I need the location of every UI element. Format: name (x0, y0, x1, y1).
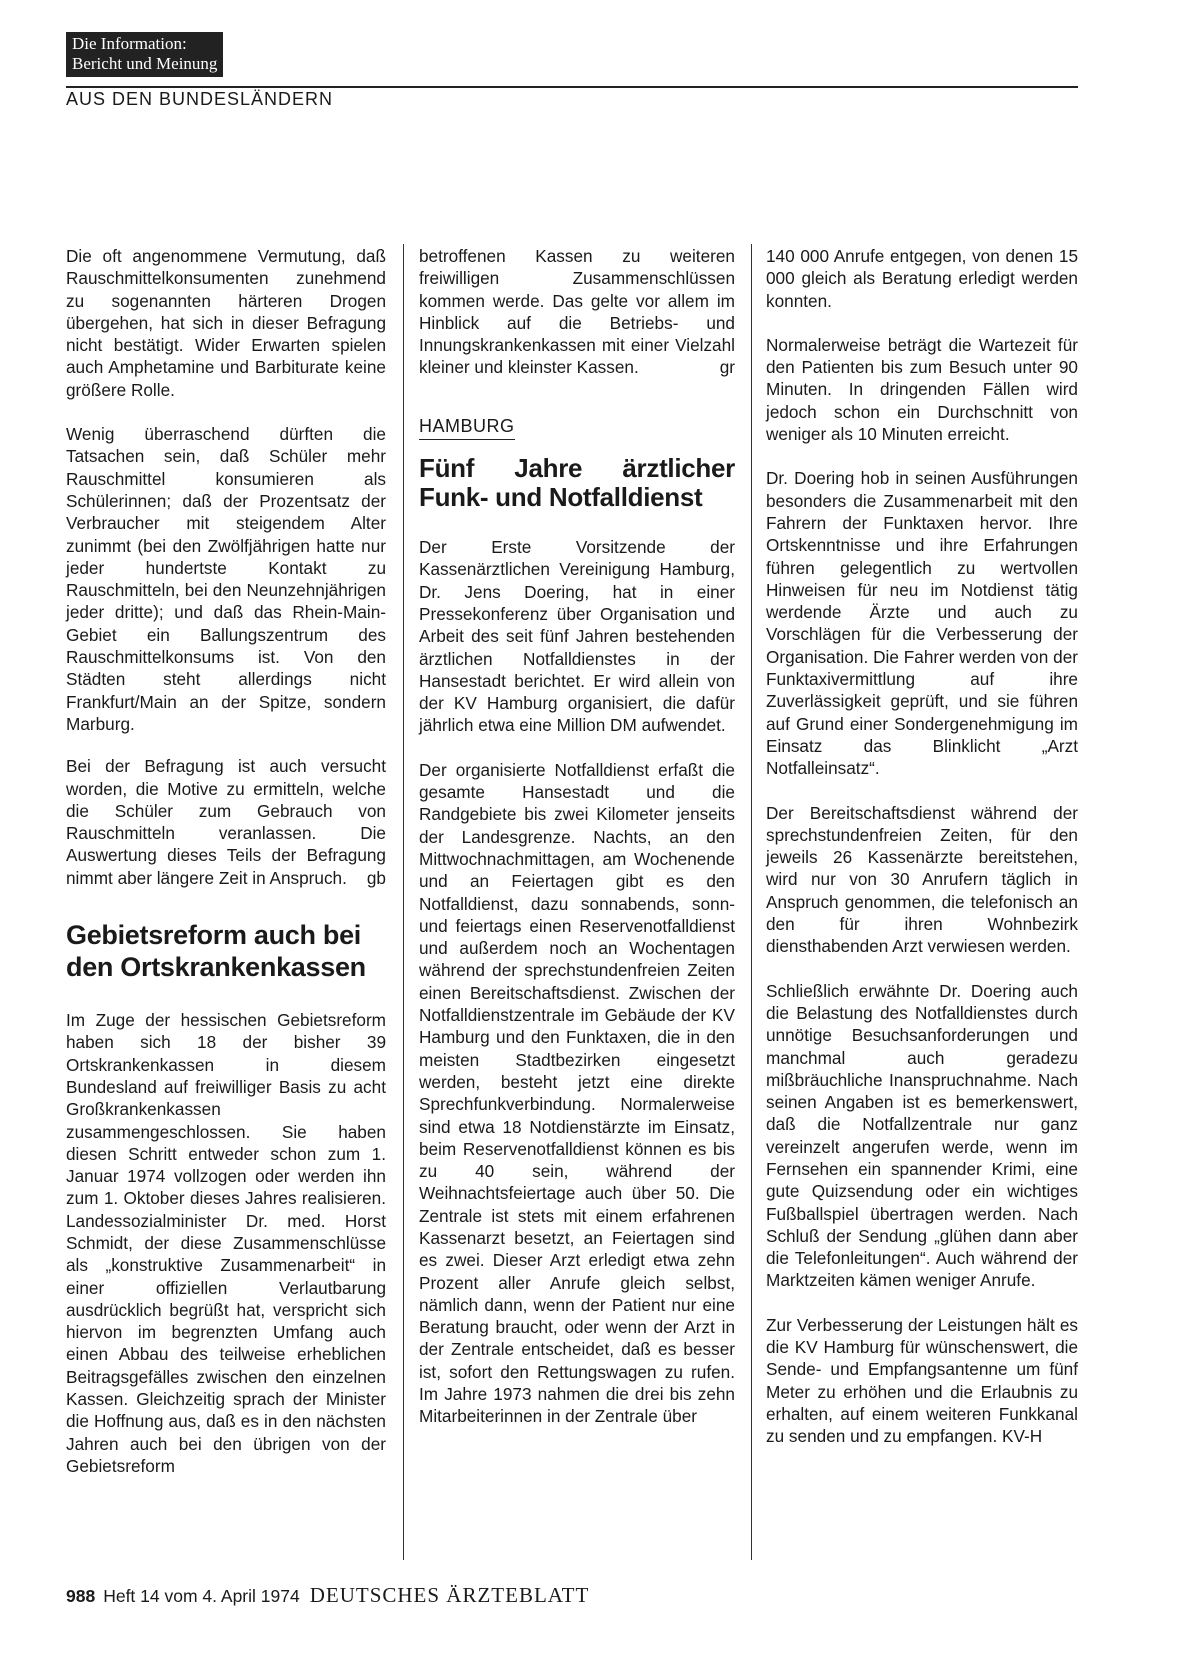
paragraph: Die oft angenommene Vermutung, daß Rauschmittelkonsumenten zunehmend zu sogenannten härteren Drogen übergehen, hat sich in dieser Befragung nicht bestätigt. Wider Erwarten spielen auch Amphetamine und Barbiturate keine größere Rolle. (66, 246, 386, 400)
section-title: AUS DEN BUNDESLÄNDERN (66, 89, 334, 109)
region-label: HAMBURG (419, 415, 515, 440)
issue-info: Heft 14 vom 4. April 1974 (103, 1586, 300, 1606)
paragraph: Dr. Doering hob in seinen Ausführungen besonders die Zusammenarbeit mit den Fahrern der Funktaxen hervor. Ihre Ortskenntnisse und ihre Erfahrungen führen gelegentlich zu wertvollen Hinweisen für neu im Notdienst tätig werdende Ärzte und auch zu Vorschlägen für die Verbesserung der Organisation. Die Fahrer werden von der Funktaxivermittlung auf ihre Zuverlässigkeit geprüft, und sie führen auf Grund einer Sondergenehmigung im Einsatz das Blinklicht „Arzt Notfalleinsatz“. (766, 468, 1078, 779)
paragraph-text: betroffenen Kassen zu weiteren freiwilligen Zusammenschlüssen kommen werde. Das gelte vor allem im Hinblick auf die Betriebs- und Innungskrankenkassen mit einer Vielzahl kleiner und kleinster Kassen. (419, 246, 735, 378)
paragraph: Der Erste Vorsitzende der Kassenärztlichen Vereinigung Hamburg, Dr. Jens Doering, hat in einer Pressekonferenz über Organisation und Arbeit des seit fünf Jahren bestehenden ärztlichen Notfalldienstes in der Hansestadt berichtet. Er wird allein von der KV Hamburg organisiert, die dafür jährlich etwa eine Million DM aufwendet. (419, 537, 735, 736)
kicker-line-1: Die Information: (72, 34, 187, 53)
kicker-line-2: Bericht und Meinung (72, 54, 218, 73)
author-initials: KV-H (1002, 1426, 1043, 1447)
column-1 (66, 245, 386, 1499)
page-number: 988 (66, 1586, 96, 1606)
column-3 (766, 245, 1078, 1470)
paragraph (766, 1314, 1078, 1448)
author-initials: gb (366, 867, 386, 888)
paragraph: 140 000 Anrufe entgegen, von denen 15 000 gleich als Beratung erledigt werden konnten. (766, 246, 1078, 311)
column-divider (403, 244, 404, 1560)
paragraph (419, 245, 735, 379)
header-rule (66, 86, 1078, 88)
paragraph: Normalerweise beträgt die Wartezeit für den Patienten bis zum Besuch unter 90 Minuten. In dringenden Fällen wird jedoch schon ein Durchschnitt von weniger als 10 Minuten erreicht. (766, 334, 1078, 445)
paragraph (66, 755, 386, 889)
paragraph: Schließlich erwähnte Dr. Doering auch die Belastung des Notfalldienstes durch unnötige Besuchsanforderungen und manchmal auch geradezu mißbräuchliche Inanspruchnahme. Nach seinen Angaben ist es bemerkenswert, daß die Notfallzentrale nur ganz vereinzelt angerufen werde, wenn im Fernsehen ein spannender Krimi, eine gute Quizsendung oder ein wichtiges Fußballspiel übertragen werden. Nach Schluß der Sendung „glühen dann aber die Telefonleitungen“. Auch während der Marktzeiten kämen weniger Anrufe. (766, 980, 1078, 1291)
page-footer (66, 1583, 589, 1608)
paragraph-text: Zur Verbesserung der Leistungen hält es die KV Hamburg für wünschenswert, die Sende- und Empfangsantenne um fünf Meter zu erhöhen und die Erlaubnis zu erhalten, auf einem weiteren Funkkanal zu senden und zu empfangen. (766, 1314, 1078, 1447)
paragraph: Der Bereitschaftsdienst während der sprechstundenfreien Zeiten, für den jeweils 26 Kassenärzte bereitstehen, wird nur von 30 Anrufern täglich in Anspruch genommen, die telefonisch an den für ihren Wohnbezirk diensthabenden Arzt verwiesen werden. (766, 802, 1078, 957)
article-heading: Fünf Jahre ärztlicher Funk- und Notfalldienst (419, 453, 735, 513)
author-initials: gr (719, 357, 735, 378)
paragraph-text: Wenig überraschend dürften die Tatsachen sein, daß Schüler mehr Rauschmittel konsumieren als Schülerinnen; daß der Prozentsatz der Verbraucher mit steigendem Alter zunimmt (bei den Zwölfjährigen hatte nur jeder hundertste Kontakt zu Rauschmitteln, bei den Neunzehnjährigen jeder dritte); und daß das Rhein-Main-Gebiet ein Ballungszentrum des Rauschmittelkonsums ist. Von den Städten steht allerdings nicht Frankfurt/Main an der Spitze, sondern Marburg. (66, 424, 386, 734)
article-heading: Gebietsreform auch bei den Ortskrankenkassen (66, 920, 366, 983)
kicker-box (66, 32, 223, 77)
column-divider (751, 244, 752, 1560)
paragraph-text: Bei der Befragung ist auch versucht worden, die Motive zu ermitteln, welche die Schüler zum Gebrauch von Rauschmitteln veranlassen. Die Auswertung dieses Teils der Befragung nimmt aber längere Zeit in Anspruch. (66, 756, 386, 888)
paragraph: Der organisierte Notfalldienst erfaßt die gesamte Hansestadt und die Randgebiete bis zwei Kilometer jenseits der Landesgrenze. Nachts, an den Mittwochnachmittagen, am Wochenende und an Feiertagen gibt es den Notfalldienst, dazu sonnabends, sonn- und feiertags einen Reservenotfalldienst und außerdem noch an Wochentagen während der sprechstundenfreien Zeiten einen Bereitschaftsdienst. Zwischen der Notfalldienstzentrale im Gebäude der KV Hamburg und den Funktaxen, die in den meisten Stadtbezirken eingesetzt werden, besteht jetzt eine direkte Sprechfunkverbindung. Normalerweise sind etwa 18 Notdienstärzte im Einsatz, beim Reservenotfalldienst können es bis zu 40 sein, während der Weihnachtsfeiertage auch über 50. Die Zentrale ist stets mit einem erfahrenen Kassenarzt besetzt, an Feiertagen sind es zwei. Dieser Arzt erledigt etwa zehn Prozent aller Anrufe gleich selbst, nämlich dann, wenn der Patient nur eine Beratung braucht, oder wenn der Arzt in der Zentrale entscheidet, daß es besser ist, sofort den Rettungswagen zu rufen. Im Jahre 1973 nahmen die drei bis zehn Mitarbeiterinnen in der Zentrale über (419, 759, 735, 1427)
column-2 (419, 245, 735, 1450)
paragraph (66, 423, 386, 735)
paragraph: Im Zuge der hessischen Gebietsreform haben sich 18 der bisher 39 Ortskrankenkassen in diesem Bundesland auf freiwilliger Basis zu acht Großkrankenkassen zusammengeschlossen. Sie haben diesen Schritt entweder schon zum 1. Januar 1974 vollzogen oder werden ihn zum 1. Oktober dieses Jahres realisieren. Landessozialminister Dr. med. Horst Schmidt, der diese Zusammenschlüsse als „konstruktive Zusammenarbeit“ in einer offiziellen Verlautbarung ausdrücklich begrüßt hat, verspricht sich hiervon im begrenzten Umfang auch einen Abbau des teilweise erheblichen Beitragsgefälles zwischen den einzelnen Kassen. Gleichzeitig sprach der Minister die Hoffnung aus, daß es in den nächsten Jahren auch bei den übrigen von der Gebietsreform (66, 1010, 386, 1476)
magazine-name: DEUTSCHES ÄRZTEBLATT (309, 1583, 590, 1607)
